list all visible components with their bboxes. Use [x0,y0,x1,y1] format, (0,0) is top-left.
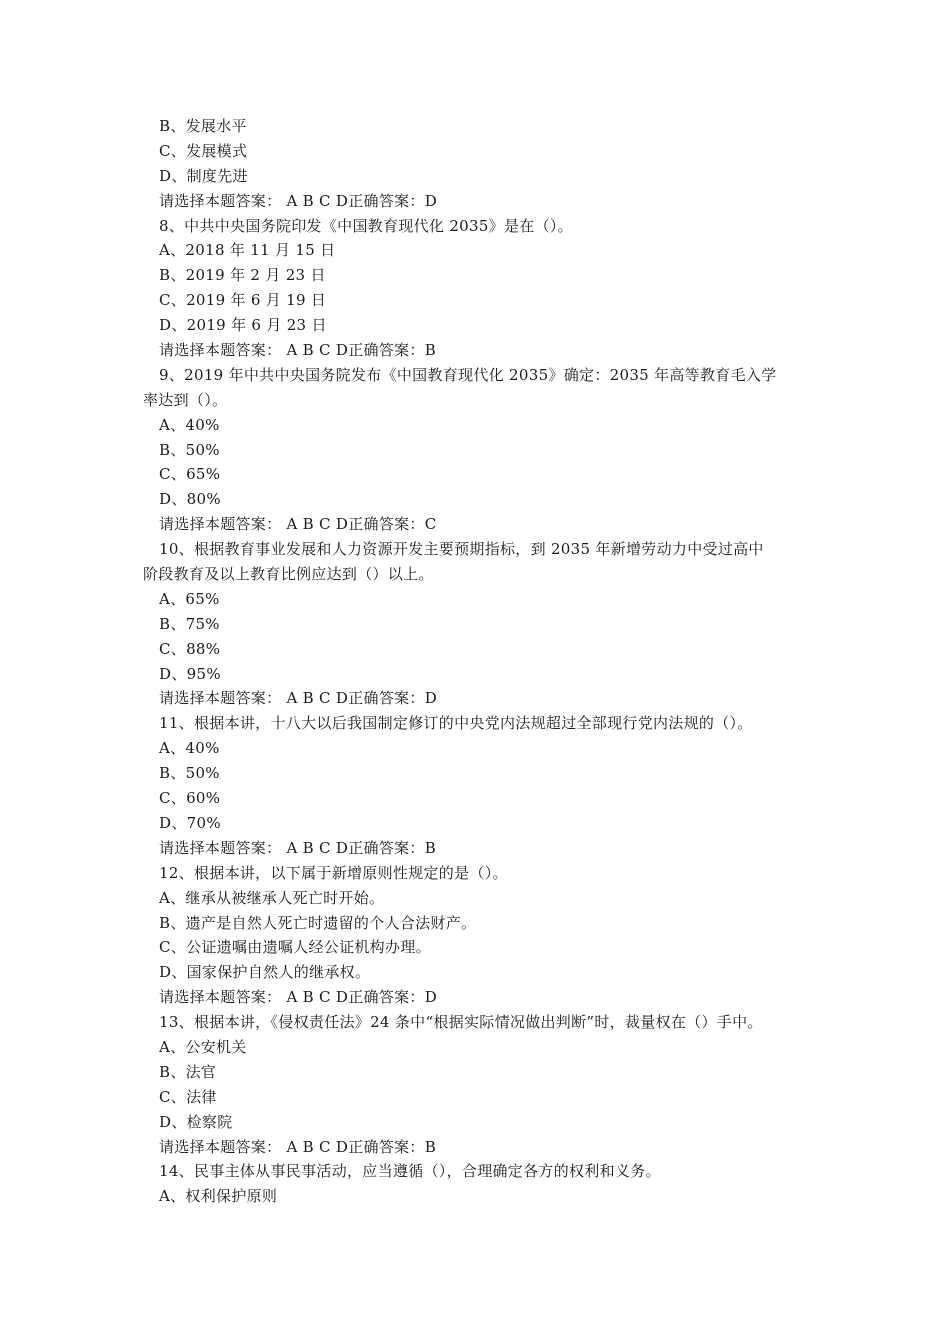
option-line: B、50% [159,440,220,459]
option-line: D、制度先进 [159,166,248,185]
option-line: C、公证遗嘱由遗嘱人经公证机构办理。 [159,938,431,957]
option-line: C、2019 年 6 月 19 日 [159,291,327,310]
answer-line: 请选择本题答案： A B C D正确答案：D [159,689,438,708]
answer-line: 请选择本题答案： A B C D正确答案：D [159,191,438,210]
option-line: A、40% [159,739,220,758]
option-line: A、2018 年 11 月 15 日 [159,241,336,260]
option-line: D、80% [159,490,221,509]
answer-line: 请选择本题答案： A B C D正确答案：B [159,1137,437,1156]
answer-line: 请选择本题答案： A B C D正确答案：C [159,515,437,534]
option-line: B、2019 年 2 月 23 日 [159,266,326,285]
option-line: D、95% [159,664,221,683]
answer-line: 请选择本题答案： A B C D正确答案：D [159,988,438,1007]
option-line: D、检察院 [159,1112,233,1131]
answer-line: 请选择本题答案： A B C D正确答案：B [159,341,437,360]
option-line: B、发展水平 [159,117,247,135]
option-line: A、公安机关 [159,1037,247,1056]
question-line: 11、根据本讲，十八大以后我国制定修订的中央党内法规超过全部现行党内法规的（）。 [159,714,753,733]
option-line: C、法律 [159,1087,217,1106]
option-line: B、50% [159,764,220,783]
question-list [143,114,815,1209]
option-line: B、遗产是自然人死亡时遗留的个人合法财产。 [159,913,477,932]
option-line: C、60% [159,789,221,808]
question-continuation-line: 阶段教育及以上教育比例应达到（）以上。 [143,565,434,584]
question-line: 12、根据本讲，以下属于新增原则性规定的是（）。 [159,863,508,882]
answer-line: 请选择本题答案： A B C D正确答案：B [159,838,437,857]
question-continuation-line: 率达到（）。 [143,390,228,409]
option-line: A、40% [159,415,220,434]
option-line: C、65% [159,465,221,484]
option-line: A、继承从被继承人死亡时开始。 [159,888,385,907]
option-line: A、65% [159,589,220,608]
question-line: 10、根据教育事业发展和人力资源开发主要预期指标，到 2035 年新增劳动力中受过高中 [159,540,764,559]
option-line: D、70% [159,813,221,832]
option-line: B、75% [159,614,220,633]
question-line: 14、民事主体从事民事活动，应当遵循（），合理确定各方的权利和义务。 [159,1162,661,1181]
option-line: D、国家保护自然人的继承权。 [159,963,371,982]
option-line: B、法官 [159,1062,217,1081]
option-line: C、88% [159,639,221,658]
question-line: 8、中共中央国务院印发《中国教育现代化 2035》是在（）。 [159,216,573,235]
option-line: C、发展模式 [159,141,248,160]
question-line: 13、根据本讲，《侵权责任法》24 条中“根据实际情况做出判断”时，裁量权在（）手中。 [159,1013,763,1032]
question-line: 9、2019 年中共中央国务院发布《中国教育现代化 2035》确定：2035 年高等教育毛入学 [159,365,777,384]
option-line: D、2019 年 6 月 23 日 [159,316,327,335]
option-line: A、权利保护原则 [159,1187,278,1206]
